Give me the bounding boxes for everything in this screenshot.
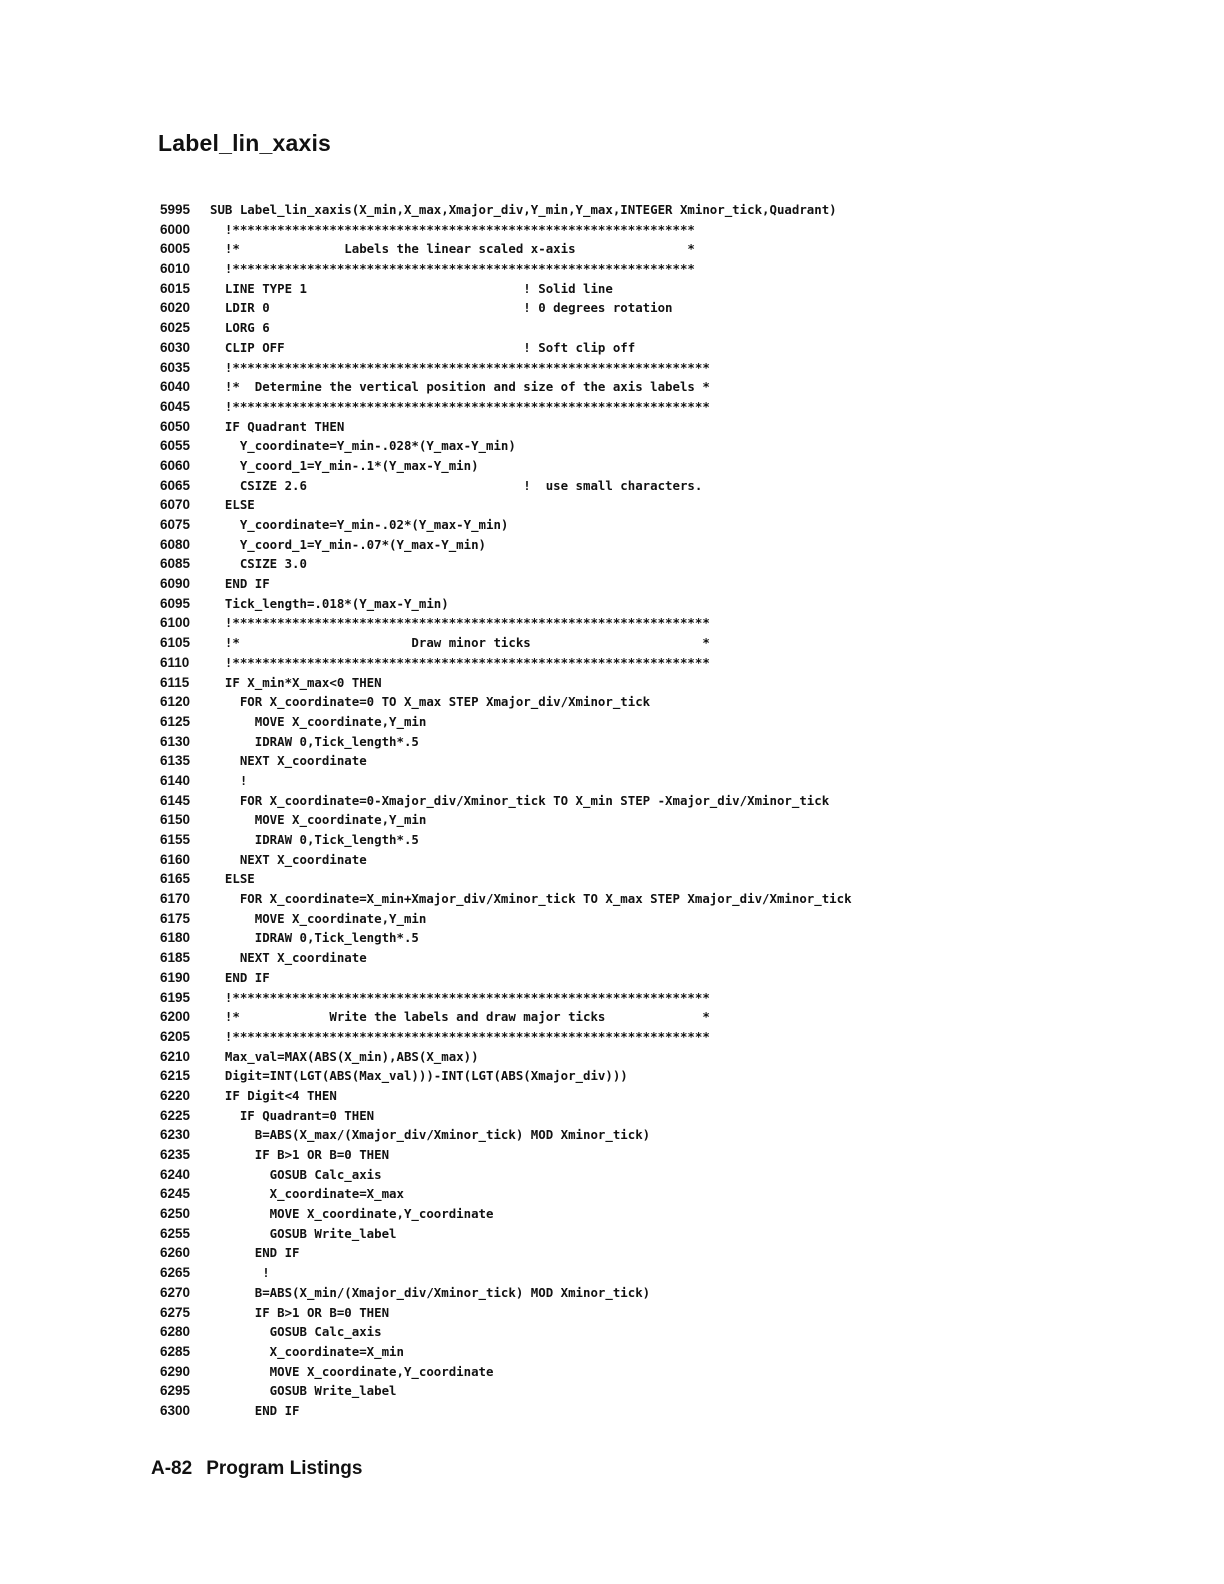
code-line	[0, 1322, 1224, 1342]
code-line	[0, 1165, 1224, 1185]
code-line	[0, 1086, 1224, 1106]
code-line	[0, 1047, 1224, 1067]
line-code: !	[210, 1265, 270, 1281]
code-line	[0, 535, 1224, 555]
line-number: 6130	[160, 733, 191, 749]
code-line	[0, 1007, 1224, 1027]
line-code: SUB Label_lin_xaxis(X_min,X_max,Xmajor_div,Y_min,Y_max,INTEGER Xminor_tick,Quadrant)	[210, 202, 837, 217]
code-line	[0, 1342, 1224, 1362]
code-line	[0, 1283, 1224, 1303]
line-code: END IF	[210, 969, 270, 985]
line-number: 6245	[160, 1186, 191, 1202]
line-code: CSIZE 2.6 ! use small characters.	[210, 477, 703, 493]
code-line	[0, 279, 1224, 299]
line-number: 6285	[160, 1343, 191, 1359]
line-code: LDIR 0 ! 0 degrees rotation	[210, 300, 673, 316]
code-line	[0, 318, 1224, 338]
line-number: 6055	[160, 438, 191, 454]
line-code: GOSUB Calc_axis	[210, 1324, 382, 1340]
line-number: 6145	[160, 792, 191, 808]
code-line	[0, 613, 1224, 633]
code-line	[0, 1106, 1224, 1126]
code-line	[0, 554, 1224, 574]
line-code: B=ABS(X_min/(Xmajor_div/Xminor_tick) MOD Xminor_tick)	[210, 1284, 651, 1300]
line-number: 6215	[160, 1068, 191, 1084]
code-line	[0, 633, 1224, 653]
code-line	[0, 456, 1224, 476]
code-line	[0, 988, 1224, 1008]
line-number: 6140	[160, 772, 191, 788]
line-code: LINE TYPE 1 ! Solid line	[210, 280, 613, 296]
line-code: MOVE X_coordinate,Y_coordinate	[210, 1206, 494, 1222]
line-number: 6220	[160, 1087, 191, 1103]
line-code: Digit=INT(LGT(ABS(Max_val)))-INT(LGT(ABS(Xmajor_div)))	[210, 1068, 628, 1084]
line-number: 6075	[160, 517, 191, 532]
code-line	[0, 1066, 1224, 1086]
line-number: 6270	[160, 1284, 191, 1300]
code-line	[0, 1303, 1224, 1323]
line-number: 6225	[160, 1107, 191, 1123]
code-line	[0, 574, 1224, 594]
code-line	[0, 1362, 1224, 1382]
line-number: 6175	[160, 910, 191, 926]
line-code: GOSUB Write_label	[210, 1383, 397, 1399]
line-code: CLIP OFF ! Soft clip off	[210, 339, 636, 355]
line-number: 6190	[160, 969, 191, 985]
line-code: IF X_min*X_max<0 THEN	[210, 674, 382, 690]
line-number: 6275	[160, 1304, 191, 1320]
line-code: IF B>1 OR B=0 THEN	[210, 1147, 390, 1162]
line-number: 6165	[160, 871, 191, 887]
code-line	[0, 338, 1224, 358]
code-line	[0, 850, 1224, 870]
code-line	[0, 968, 1224, 988]
code-line	[0, 594, 1224, 614]
line-code: Y_coord_1=Y_min-.07*(Y_max-Y_min)	[210, 536, 487, 552]
line-code: X_coordinate=X_max	[210, 1186, 404, 1202]
code-line	[0, 259, 1224, 279]
line-number: 6045	[160, 398, 191, 414]
line-code: IF Quadrant THEN	[210, 418, 345, 434]
code-line	[0, 358, 1224, 378]
code-line	[0, 476, 1224, 496]
line-code: IF Quadrant=0 THEN	[210, 1107, 375, 1123]
code-line	[0, 220, 1224, 240]
line-code: NEXT X_coordinate	[210, 753, 367, 769]
line-number: 6250	[160, 1206, 191, 1222]
line-number: 6155	[160, 832, 191, 847]
line-code: !* Determine the vertical position and size of the axis labels *	[210, 379, 710, 395]
line-code: !****************************************************************	[210, 989, 710, 1005]
code-line	[0, 909, 1224, 929]
line-number: 6150	[160, 812, 191, 828]
line-number: 5995	[160, 202, 191, 217]
line-code: END IF	[210, 1402, 300, 1418]
code-line	[0, 791, 1224, 811]
line-code: ELSE	[210, 497, 255, 513]
footer-page-number: A-82	[151, 1458, 193, 1479]
line-code: !**************************************************************	[210, 221, 695, 237]
line-number: 6050	[160, 418, 191, 434]
line-number: 6255	[160, 1225, 191, 1241]
code-line	[0, 830, 1224, 850]
code-line	[0, 810, 1224, 830]
line-number: 6235	[160, 1147, 191, 1162]
line-number: 6040	[160, 379, 191, 395]
line-code: ELSE	[210, 871, 255, 887]
line-code: !****************************************************************	[210, 359, 710, 375]
line-number: 6265	[160, 1265, 191, 1281]
line-number: 6090	[160, 576, 191, 592]
line-number: 6260	[160, 1245, 191, 1261]
code-line	[0, 239, 1224, 259]
code-line	[0, 869, 1224, 889]
code-line	[0, 417, 1224, 437]
page-footer	[151, 1458, 362, 1480]
line-code: LORG 6	[210, 320, 270, 336]
code-line	[0, 751, 1224, 771]
line-code: IDRAW 0,Tick_length*.5	[210, 930, 419, 946]
page-title: Label_lin_xaxis	[158, 130, 332, 156]
line-number: 6120	[160, 694, 191, 710]
line-number: 6070	[160, 497, 191, 513]
line-number: 6230	[160, 1127, 191, 1143]
line-number: 6180	[160, 930, 191, 946]
line-code: CSIZE 3.0	[210, 556, 307, 572]
code-line	[0, 1263, 1224, 1283]
code-line	[0, 1243, 1224, 1263]
line-number: 6060	[160, 457, 191, 473]
code-line	[0, 1145, 1224, 1165]
line-code: IDRAW 0,Tick_length*.5	[210, 832, 419, 847]
line-number: 6095	[160, 595, 191, 611]
line-code: FOR X_coordinate=0 TO X_max STEP Xmajor_div/Xminor_tick	[210, 694, 651, 710]
code-line	[0, 692, 1224, 712]
line-code: !* Draw minor ticks *	[210, 635, 710, 651]
line-number: 6035	[160, 359, 191, 375]
line-code: !**************************************************************	[210, 261, 695, 277]
line-code: MOVE X_coordinate,Y_min	[210, 910, 427, 926]
line-number: 6240	[160, 1166, 191, 1182]
line-number: 6135	[160, 753, 191, 769]
line-code: Tick_length=.018*(Y_max-Y_min)	[210, 595, 449, 611]
line-number: 6295	[160, 1383, 191, 1399]
code-line	[0, 1125, 1224, 1145]
line-code: FOR X_coordinate=X_min+Xmajor_div/Xminor_tick TO X_max STEP Xmajor_div/Xminor_tick	[210, 891, 852, 907]
line-number: 6005	[160, 241, 191, 257]
line-code: END IF	[210, 1245, 300, 1261]
code-line	[0, 1224, 1224, 1244]
line-number: 6160	[160, 851, 191, 867]
code-line	[0, 771, 1224, 791]
line-number: 6125	[160, 713, 191, 729]
line-number: 6210	[160, 1048, 191, 1064]
line-code: Y_coordinate=Y_min-.02*(Y_max-Y_min)	[210, 517, 509, 532]
code-line	[0, 732, 1224, 752]
line-number: 6195	[160, 989, 191, 1005]
line-number: 6300	[160, 1402, 191, 1418]
line-number: 6100	[160, 615, 191, 631]
line-code: !* Write the labels and draw major ticks *	[210, 1009, 710, 1025]
line-number: 6290	[160, 1363, 191, 1379]
line-code: NEXT X_coordinate	[210, 950, 367, 966]
code-line	[0, 673, 1224, 693]
line-code: IF Digit<4 THEN	[210, 1087, 337, 1103]
code-line	[0, 712, 1224, 732]
line-number: 6110	[160, 654, 190, 670]
line-code: IDRAW 0,Tick_length*.5	[210, 733, 419, 749]
line-code: X_coordinate=X_min	[210, 1343, 404, 1359]
line-code: MOVE X_coordinate,Y_coordinate	[210, 1363, 494, 1379]
line-number: 6280	[160, 1324, 191, 1340]
line-code: B=ABS(X_max/(Xmajor_div/Xminor_tick) MOD Xminor_tick)	[210, 1127, 651, 1143]
line-number: 6200	[160, 1009, 191, 1025]
code-line	[0, 1027, 1224, 1047]
line-number: 6030	[160, 339, 191, 355]
line-number: 6080	[160, 536, 191, 552]
line-code: !****************************************************************	[210, 1028, 710, 1044]
code-line	[0, 928, 1224, 948]
line-code: GOSUB Calc_axis	[210, 1166, 382, 1182]
code-line	[0, 1401, 1224, 1421]
code-line	[0, 298, 1224, 318]
line-number: 6105	[160, 635, 191, 651]
code-line	[0, 1184, 1224, 1204]
code-line	[0, 200, 1224, 220]
code-line	[0, 948, 1224, 968]
code-line	[0, 889, 1224, 909]
line-code: Y_coord_1=Y_min-.1*(Y_max-Y_min)	[210, 457, 479, 473]
code-line	[0, 653, 1224, 673]
line-code: NEXT X_coordinate	[210, 851, 367, 867]
line-number: 6170	[160, 891, 191, 907]
code-line	[0, 377, 1224, 397]
code-line	[0, 397, 1224, 417]
code-line	[0, 495, 1224, 515]
line-code: FOR X_coordinate=0-Xmajor_div/Xminor_tick TO X_min STEP -Xmajor_div/Xminor_tick	[210, 792, 830, 808]
line-code: Max_val=MAX(ABS(X_min),ABS(X_max))	[210, 1048, 479, 1064]
code-line	[0, 515, 1224, 535]
line-code: !* Labels the linear scaled x-axis *	[210, 241, 695, 257]
code-line	[0, 1204, 1224, 1224]
line-number: 6020	[160, 300, 191, 316]
line-code: MOVE X_coordinate,Y_min	[210, 812, 427, 828]
line-number: 6115	[160, 674, 190, 690]
line-code: IF B>1 OR B=0 THEN	[210, 1304, 390, 1320]
line-number: 6015	[160, 280, 191, 296]
line-number: 6025	[160, 320, 191, 336]
line-code: Y_coordinate=Y_min-.028*(Y_max-Y_min)	[210, 438, 516, 454]
line-number: 6185	[160, 950, 191, 966]
code-line	[0, 1381, 1224, 1401]
line-number: 6085	[160, 556, 191, 572]
line-number: 6065	[160, 477, 191, 493]
line-code: MOVE X_coordinate,Y_min	[210, 713, 427, 729]
line-code: END IF	[210, 576, 270, 592]
line-code: GOSUB Write_label	[210, 1225, 397, 1241]
line-code: !****************************************************************	[210, 654, 710, 670]
code-listing	[0, 200, 1224, 1421]
line-number: 6205	[160, 1028, 191, 1044]
code-line	[0, 436, 1224, 456]
line-code: !****************************************************************	[210, 615, 710, 631]
footer-section-title: Program Listings	[206, 1458, 363, 1479]
line-code: !****************************************************************	[210, 398, 710, 414]
line-number: 6010	[160, 261, 191, 277]
line-code: !	[210, 772, 248, 788]
line-number: 6000	[160, 221, 191, 237]
